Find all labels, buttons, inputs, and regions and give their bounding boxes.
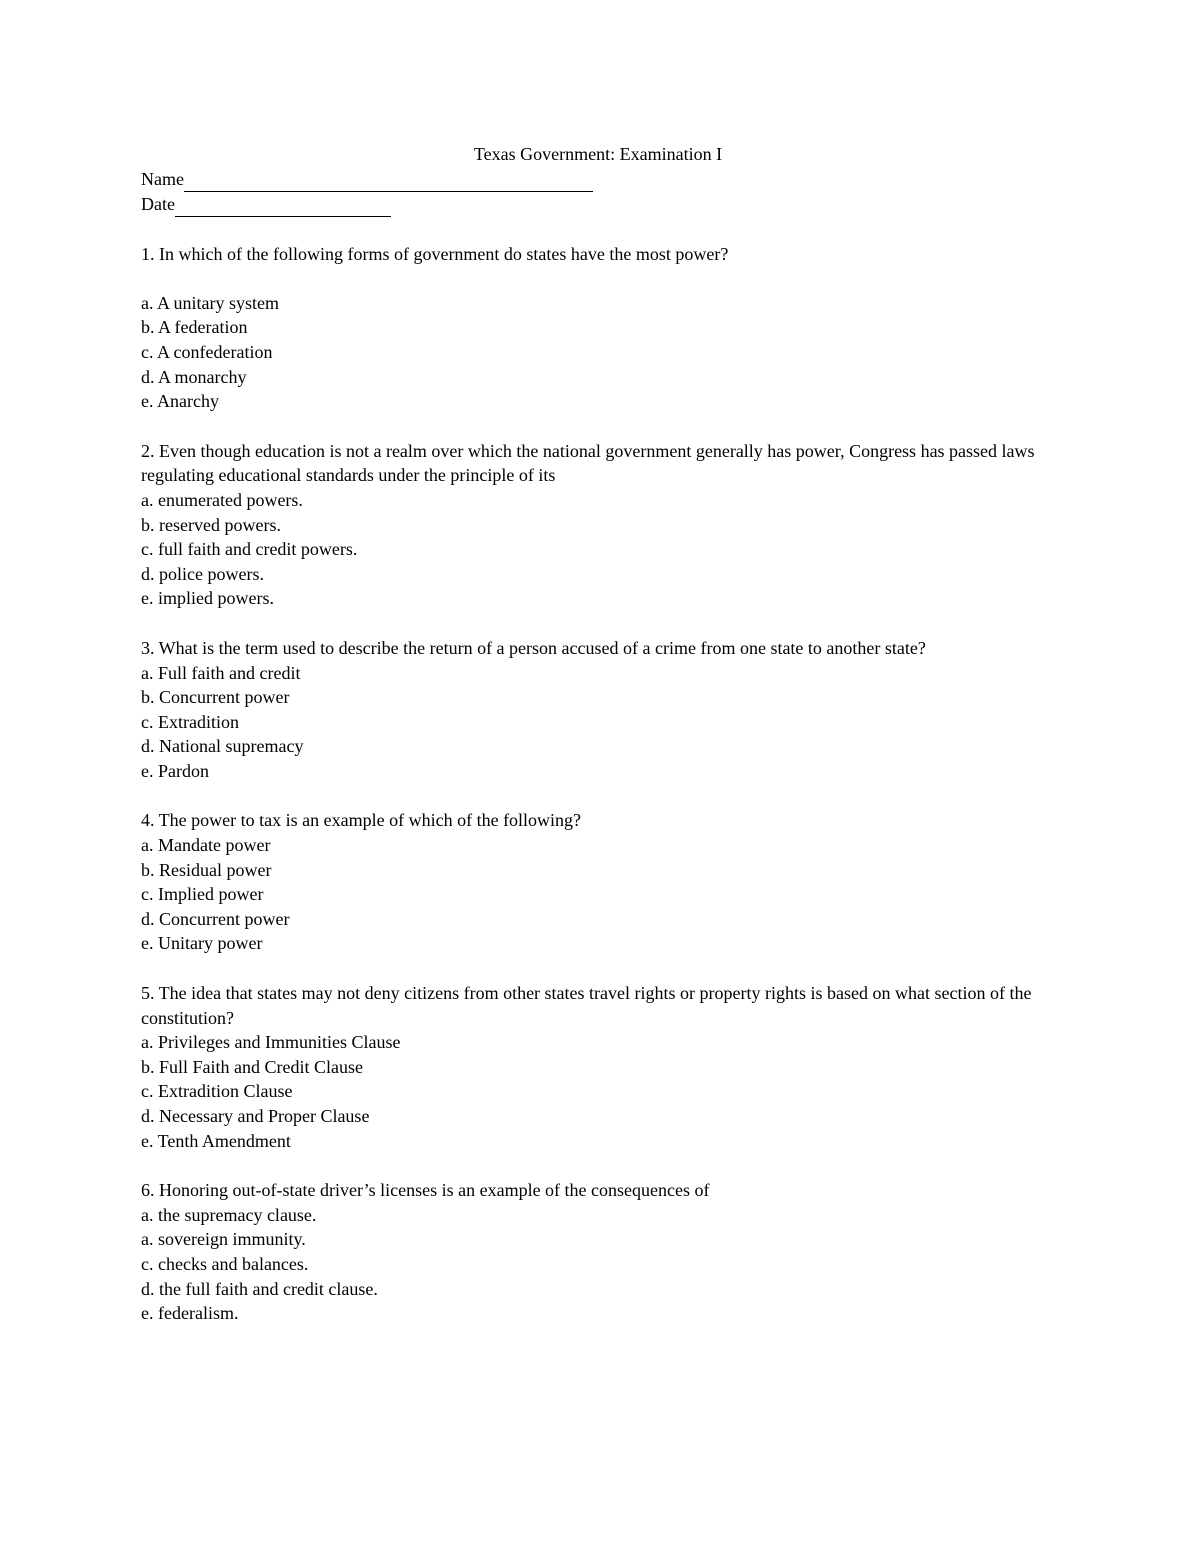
question-6	[141, 1178, 1061, 1326]
question-6-option-e: e. federalism.	[141, 1303, 239, 1324]
question-1-option-a: a. A unitary system	[141, 292, 279, 313]
question-2-option-a: a. enumerated powers.	[141, 489, 303, 510]
question-6-option-d: d. the full faith and credit clause.	[141, 1278, 378, 1299]
question-1-option-e: e. Anarchy	[141, 391, 219, 412]
question-3-option-d: d. National supremacy	[141, 736, 304, 757]
question-5-option-a: a. Privileges and Immunities Clause	[141, 1032, 401, 1053]
question-5-option-d: d. Necessary and Proper Clause	[141, 1106, 370, 1126]
question-2-prompt: 2. Even though education is not a realm over which the national government generally has power, Congress has passed laws regulating educational standards under the principle of its	[141, 440, 1035, 486]
question-3-option-a: a. Full faith and credit	[141, 662, 301, 683]
question-4-option-c: c. Implied power	[141, 884, 264, 905]
question-4-option-a: a. Mandate power	[141, 835, 271, 856]
question-1-prompt: 1. In which of the following forms of government do states have the most power?	[141, 243, 729, 264]
question-1-option-d: d. A monarchy	[141, 366, 247, 387]
question-4-option-e: e. Unitary power	[141, 933, 263, 954]
name-field	[141, 167, 1061, 192]
question-2-option-e: e. implied powers.	[141, 588, 274, 609]
question-3-option-c: c. Extradition	[141, 711, 239, 732]
question-2-option-d: d. police powers.	[141, 563, 264, 584]
question-2-option-c: c. full faith and credit powers.	[141, 539, 358, 560]
question-3-option-b: b. Concurrent power	[141, 687, 290, 708]
question-3	[141, 636, 1061, 784]
question-6-option-c: c. checks and balances.	[141, 1253, 309, 1274]
question-3-prompt: 3. What is the term used to describe the return of a person accused of a crime from one state to another state?	[141, 637, 926, 658]
date-field	[141, 192, 1061, 217]
question-6-option-a-second: a. sovereign immunity.	[141, 1229, 306, 1250]
question-6-prompt: 6. Honoring out-of-state driver’s licenses is an example of the consequences of	[141, 1180, 710, 1201]
question-5-option-e: e. Tenth Amendment	[141, 1130, 291, 1151]
date-blank-line[interactable]	[175, 198, 391, 217]
question-4	[141, 808, 1061, 956]
question-4-prompt: 4. The power to tax is an example of which of the following?	[141, 810, 582, 831]
date-label: Date	[141, 194, 175, 214]
exam-content	[141, 142, 1061, 1326]
question-2	[141, 439, 1061, 611]
question-6-option-a: a. the supremacy clause.	[141, 1204, 317, 1225]
question-5-option-b: b. Full Faith and Credit Clause	[141, 1056, 363, 1077]
question-2-option-b: b. reserved powers.	[141, 514, 281, 535]
exam-title: Texas Government: Examination I	[473, 144, 723, 164]
question-5	[141, 981, 1061, 1153]
question-1-option-b: b. A federation	[141, 317, 248, 338]
name-label: Name	[141, 169, 184, 189]
question-1-spacer	[141, 266, 1061, 291]
question-4-option-d: d. Concurrent power	[141, 908, 290, 929]
name-blank-line[interactable]	[184, 173, 593, 192]
question-1	[141, 242, 1061, 414]
question-5-prompt: 5. The idea that states may not deny citizens from other states travel rights or property rights is based on what section of the constitution?	[141, 983, 1032, 1028]
question-3-option-e: e. Pardon	[141, 760, 209, 781]
question-5-option-c: c. Extradition Clause	[141, 1081, 293, 1102]
question-1-option-c: c. A confederation	[141, 341, 273, 362]
question-4-option-b: b. Residual power	[141, 859, 272, 880]
